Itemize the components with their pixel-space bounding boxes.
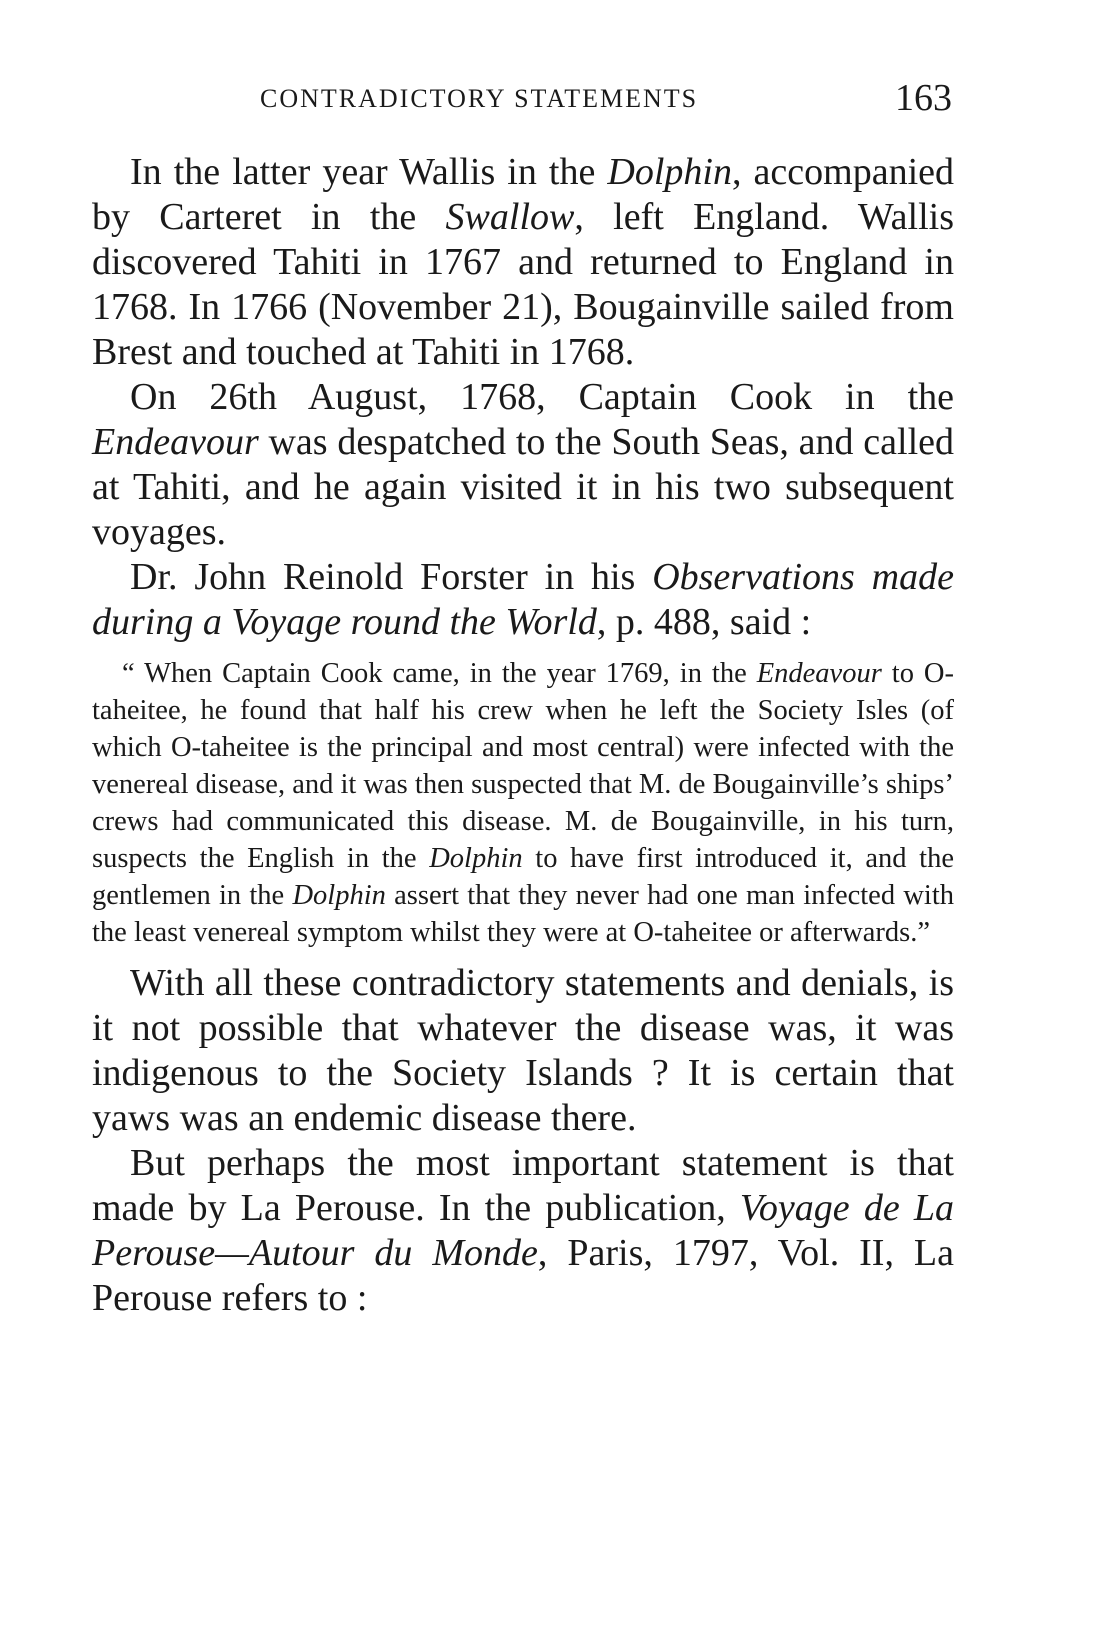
- ship-name: Endeavour: [756, 658, 882, 689]
- page-body: [92, 150, 954, 1321]
- paragraph-contradictions: [92, 961, 954, 1141]
- text-run: But perhaps the most important statement is that made by La Perouse. In the publication,: [92, 1142, 954, 1229]
- ship-name: Swallow: [445, 196, 575, 238]
- paragraph-wallis: [92, 150, 954, 375]
- ship-name: Dolphin: [429, 843, 523, 874]
- running-head: CONTRADICTORY STATEMENTS: [260, 84, 699, 113]
- page-header: [92, 77, 954, 124]
- text-run: assert that they never had one man infected with the least venereal symptom whilst they were at O-taheitee or afterwards.”: [92, 880, 954, 948]
- ship-name: Dolphin: [292, 880, 386, 911]
- text-run: In the latter year Wallis in the: [130, 151, 608, 193]
- text-run: , Paris, 1797, Vol. II, La Perouse refers to :: [92, 1232, 954, 1319]
- paragraph-cook: [92, 375, 954, 555]
- text-run: With all these contradictory statements and denials, is it not possible that whatever the disease was, it was indigenous to the Society Islands ? It is certain that yaws was an endemic disease there.: [92, 962, 954, 1139]
- text-run: to have first introduced it, and the gentlemen in the: [92, 843, 954, 911]
- ship-name: Dolphin: [607, 151, 732, 193]
- block-quote: [92, 655, 954, 951]
- paragraph-forster: [92, 555, 954, 645]
- text-run: to O-taheitee, he found that half his crew when he left the Society Isles (of which O-taheitee is the principal and most central) were infected with the venereal disease, and it was then suspected that M. de Bougainville’s ships’ crews had communicated this disease. M. de Bougainville, in his turn, suspects the English in the: [92, 658, 954, 874]
- text-run: was despatched to the South Seas, and called at Tahiti, and he again visited it in his two subsequent voyages.: [92, 421, 954, 553]
- paragraph-la-perouse: [92, 1141, 954, 1321]
- page-number: 163: [895, 77, 952, 119]
- text-run: “ When Captain Cook came, in the year 1769, in the: [122, 658, 757, 689]
- text-run: , left England. Wallis discovered Tahiti in 1767 and returned to England in 1768. In 1766 (November 21), Bougainville sailed from Brest and touched at Tahiti in 1768.: [92, 196, 954, 373]
- book-title: Observations made during a Voyage round the World: [92, 556, 954, 643]
- text-run: Dr. John Reinold Forster in his: [130, 556, 653, 598]
- book-title: Voyage de La Perouse—Autour du Monde: [92, 1187, 954, 1274]
- text-run: On 26th August, 1768, Captain Cook in the: [130, 376, 954, 418]
- text-run: , accompanied by Carteret in the: [92, 151, 954, 238]
- ship-name: Endeavour: [92, 421, 259, 463]
- text-run: , p. 488, said :: [596, 601, 812, 643]
